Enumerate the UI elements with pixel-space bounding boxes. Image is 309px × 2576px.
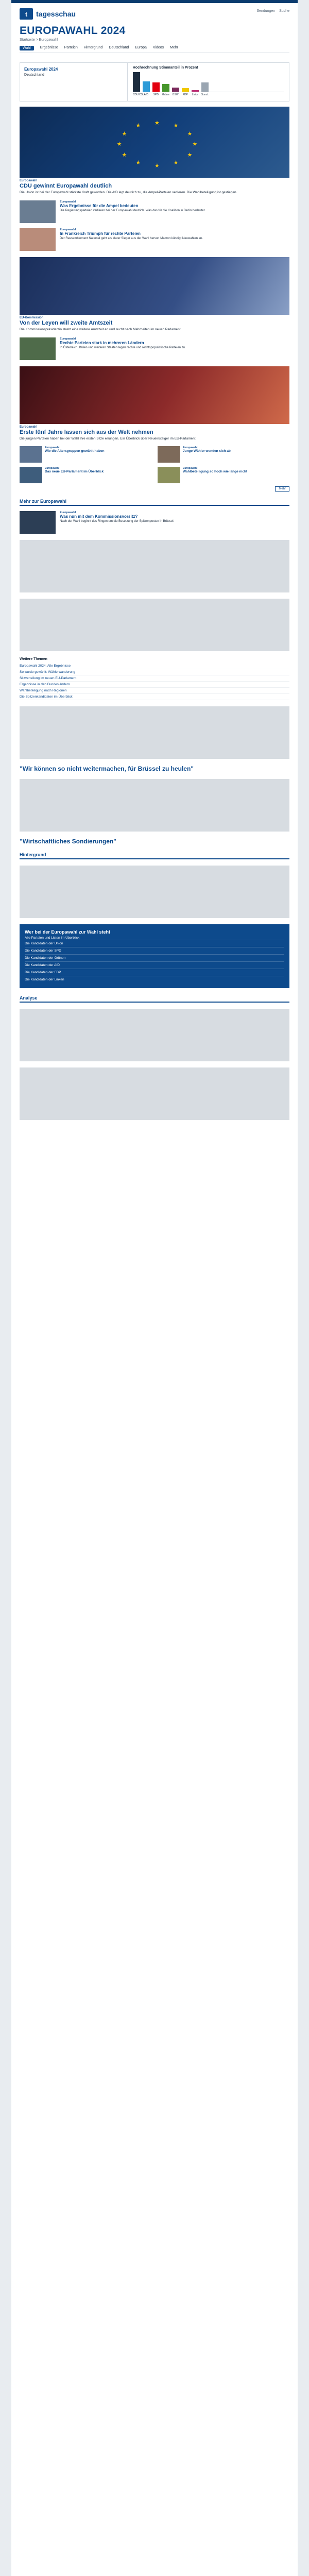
grid-item[interactable] [158, 446, 289, 463]
tab-deutschland[interactable]: Deutschland [109, 46, 129, 49]
list-item-headline[interactable]: Was nun mit dem Kommissionsvorsitz? [60, 514, 138, 519]
list-item-topline: Europawahl [60, 228, 76, 231]
section-title: Analyse [20, 995, 289, 1003]
infobox-link[interactable]: Die Kandidaten der Linken [25, 976, 284, 983]
topic-list-title: Weitere Themen [20, 657, 47, 662]
image-placeholder [20, 866, 289, 918]
grid-item-headline[interactable]: Wie die Altersgruppen gewählt haben [45, 449, 105, 453]
eu-star-icon: ★ [173, 123, 179, 129]
grid-item-headline[interactable]: Junge Wähler wenden sich ab [183, 449, 231, 453]
bar-label: Grüne [162, 93, 169, 96]
tab-hintergrund[interactable]: Hintergrund [83, 46, 103, 49]
dashboard-left [20, 63, 128, 101]
bar-label: Linke [192, 93, 198, 96]
list-item-teaser: In Österreich, Italien und weiteren Staaten legen rechte und rechtspopulistische Parteien zu. [60, 346, 186, 349]
tab-videos[interactable]: Videos [152, 46, 164, 49]
eu-star-icon: ★ [187, 130, 193, 137]
infobox-text: Alle Parteien und Listen im Überblick [25, 936, 80, 940]
list-item-headline[interactable]: Was Ergebnisse für die Ampel bedeuten [60, 203, 139, 208]
feature-image[interactable] [20, 366, 289, 424]
brand-name[interactable]: tagesschau [36, 10, 76, 18]
dashboard-title: Europawahl 2024 [24, 67, 58, 72]
grid-item[interactable] [20, 467, 151, 483]
eu-star-icon: ★ [154, 162, 160, 169]
feature-headline[interactable]: Von der Leyen will zweite Amtszeit [20, 319, 113, 326]
tab-wahl[interactable]: Wahl [20, 46, 34, 50]
image-placeholder [20, 1009, 289, 1061]
list-item-topline: Europawahl [60, 511, 76, 515]
list-item[interactable] [20, 337, 289, 360]
eu-star-icon: ★ [154, 120, 160, 126]
tab-ergebnisse[interactable]: Ergebnisse [40, 46, 58, 49]
grid-item-topline: Europawahl [183, 446, 198, 450]
list-item[interactable] [20, 511, 289, 534]
eu-star-icon: ★ [173, 160, 179, 166]
site-header [11, 3, 298, 57]
content-column [11, 0, 298, 2576]
topic-link[interactable]: So wurde gewählt: Wählerwanderung [20, 669, 289, 675]
topic-list [20, 657, 289, 700]
feature-topline: Europawahl [20, 425, 38, 429]
list-item-topline: Europawahl [60, 200, 76, 204]
dashboard-chart [128, 63, 289, 101]
grid-item-topline: Europawahl [45, 467, 60, 470]
hero-topline: Europawahl [20, 179, 38, 182]
feature-article[interactable] [20, 316, 289, 332]
result-bar [192, 90, 199, 92]
tab-europa[interactable]: Europa [135, 46, 147, 49]
quote-headline[interactable]: "Wirtschaftliches Sondierungen" [20, 837, 116, 845]
infobox-link[interactable]: Die Kandidaten der Grünen [25, 954, 284, 961]
list-item-teaser: Der Rassemblement National geht als klarer Sieger aus der Wahl hervor. Macron kündigt Neuwahlen an. [60, 236, 203, 240]
eu-star-icon: ★ [122, 151, 127, 158]
infobox-link[interactable]: Die Kandidaten der FDP [25, 969, 284, 976]
topic-link[interactable]: Europawahl 2024: Alle Ergebnisse [20, 663, 289, 669]
bar-label: CDU/CSU [132, 93, 145, 96]
list-item-headline[interactable]: In Frankreich Triumph für rechte Parteien [60, 231, 141, 236]
header-link-sendungen[interactable]: Sendungen [256, 9, 276, 13]
article-thumbnail[interactable] [20, 337, 56, 360]
tab-parteien[interactable]: Parteien [64, 46, 78, 49]
image-placeholder [20, 599, 289, 651]
bar-labels [133, 93, 284, 96]
dashboard-subtitle: Deutschland [24, 73, 44, 77]
infobox-link[interactable]: Die Kandidaten der AfD [25, 961, 284, 969]
page-title: EUROPAWAHL 2024 [20, 25, 126, 37]
grid-item[interactable] [20, 446, 151, 463]
section-title: Hintergrund [20, 852, 289, 859]
result-bar [152, 82, 160, 92]
article-thumbnail[interactable] [20, 446, 42, 463]
result-bar [133, 72, 140, 92]
eu-star-icon: ★ [122, 130, 127, 137]
list-item-headline[interactable]: Rechte Parteien stark in mehreren Ländern [60, 340, 144, 345]
article-thumbnail[interactable] [20, 511, 56, 534]
more-button[interactable]: Mehr [275, 486, 289, 492]
topic-link[interactable]: Wahlbeteiligung nach Regionen [20, 688, 289, 694]
hero-teaser: Die Union ist bei der Europawahl stärkste Kraft geworden. Die AfD legt deutlich zu, die Ampel-Parteien verlieren. Die Wahlbeteiligung ist gestiegen. [20, 191, 237, 194]
grid-item-headline[interactable]: Wahlbeteiligung so hoch wie lange nicht [183, 470, 248, 474]
results-dashboard[interactable] [20, 62, 289, 101]
feature-teaser: Die jungen Parteien haben bei der Wahl ihre ersten Sitze errungen. Ein Überblick über Neueinsteiger im EU-Parlament. [20, 436, 197, 440]
bar-label: AfD [144, 93, 148, 96]
brand[interactable] [20, 8, 289, 20]
list-item-text [60, 511, 289, 534]
eu-star-icon: ★ [116, 141, 122, 148]
image-placeholder [20, 540, 289, 592]
result-bar [201, 82, 209, 92]
topic-link[interactable]: Sitzverteilung im neuen EU-Parlament [20, 675, 289, 682]
feature-image[interactable] [20, 257, 289, 315]
eu-star-icon: ★ [192, 141, 198, 148]
bar-label: BSW [173, 93, 179, 96]
logo-icon[interactable]: t [20, 8, 33, 20]
grid-item-topline: Europawahl [183, 467, 198, 470]
grid-item-headline[interactable]: Das neue EU-Parlament im Überblick [45, 470, 104, 474]
article-thumbnail[interactable] [158, 467, 180, 483]
infobox-link[interactable]: Die Kandidaten der Union [25, 940, 284, 947]
result-bar [182, 88, 189, 92]
article-thumbnail[interactable] [20, 467, 42, 483]
eu-star-icon: ★ [187, 151, 193, 158]
list-item[interactable] [20, 200, 289, 223]
list-item-topline: Europawahl [60, 337, 76, 341]
hero-headline[interactable]: CDU gewinnt Europawahl deutlich [20, 183, 112, 189]
hero-image[interactable] [20, 107, 289, 178]
header-links [256, 9, 289, 13]
hero-article[interactable] [20, 107, 289, 195]
list-item-text [60, 200, 289, 223]
section-title: Mehr zur Europawahl [20, 499, 289, 506]
grid-item[interactable] [158, 467, 289, 483]
header-link-suche[interactable]: Suche [279, 9, 289, 13]
result-bar [172, 88, 179, 92]
article-thumbnail[interactable] [20, 200, 56, 223]
breadcrumb[interactable]: Startseite > Europawahl [20, 38, 58, 42]
result-bar [143, 81, 150, 92]
eu-star-icon: ★ [135, 123, 141, 129]
list-item-teaser: Nach der Wahl beginnt das Ringen um die Besetzung der Spitzenposten in Brüssel. [60, 520, 175, 523]
image-placeholder [20, 1067, 289, 1120]
grid-item-topline: Europawahl [45, 446, 60, 450]
article-thumbnail[interactable] [20, 228, 56, 251]
bar-label: SPD [153, 93, 159, 96]
list-item-text [60, 228, 289, 251]
image-placeholder [20, 706, 289, 759]
feature-headline[interactable]: Erste fünf Jahre lassen sich aus der Welt nehmen [20, 429, 153, 435]
infobox-title: Wer bei der Europawahl zur Wahl steht [25, 929, 111, 935]
list-item-teaser: Die Regierungsparteien verlieren bei der Europawahl deutlich. Was das für die Koalition in Berlin bedeutet. [60, 209, 205, 212]
bar-area [133, 72, 284, 92]
article-grid [20, 446, 289, 483]
article-thumbnail[interactable] [158, 446, 180, 463]
list-item[interactable] [20, 228, 289, 251]
feature-topline: EU-Kommission [20, 316, 44, 319]
section-tabs [20, 46, 289, 53]
quote-headline[interactable]: "Wir können so nicht weitermachen, für Brüssel zu heulen" [20, 765, 194, 773]
image-placeholder [20, 779, 289, 832]
topic-link[interactable]: Die Spitzenkandidaten im Überblick [20, 694, 289, 700]
topic-link[interactable]: Ergebnisse in den Bundesländern [20, 682, 289, 688]
bar-label: Sonst. [201, 93, 209, 96]
feature-teaser: Die Kommissionspräsidentin strebt eine weitere Amtszeit an und sucht nach Mehrheiten im neuen Parlament. [20, 327, 182, 331]
chart-title: Hochrechnung Stimmanteil in Prozent [132, 66, 198, 70]
feature-article[interactable] [20, 426, 289, 442]
infobox-link[interactable]: Die Kandidaten der SPD [25, 947, 284, 954]
candidates-box [20, 924, 289, 988]
bar-label: FDP [182, 93, 188, 96]
list-item-text [60, 337, 289, 360]
eu-star-icon: ★ [135, 160, 141, 166]
tab-mehr[interactable]: Mehr [170, 46, 179, 49]
result-bar [162, 84, 169, 92]
